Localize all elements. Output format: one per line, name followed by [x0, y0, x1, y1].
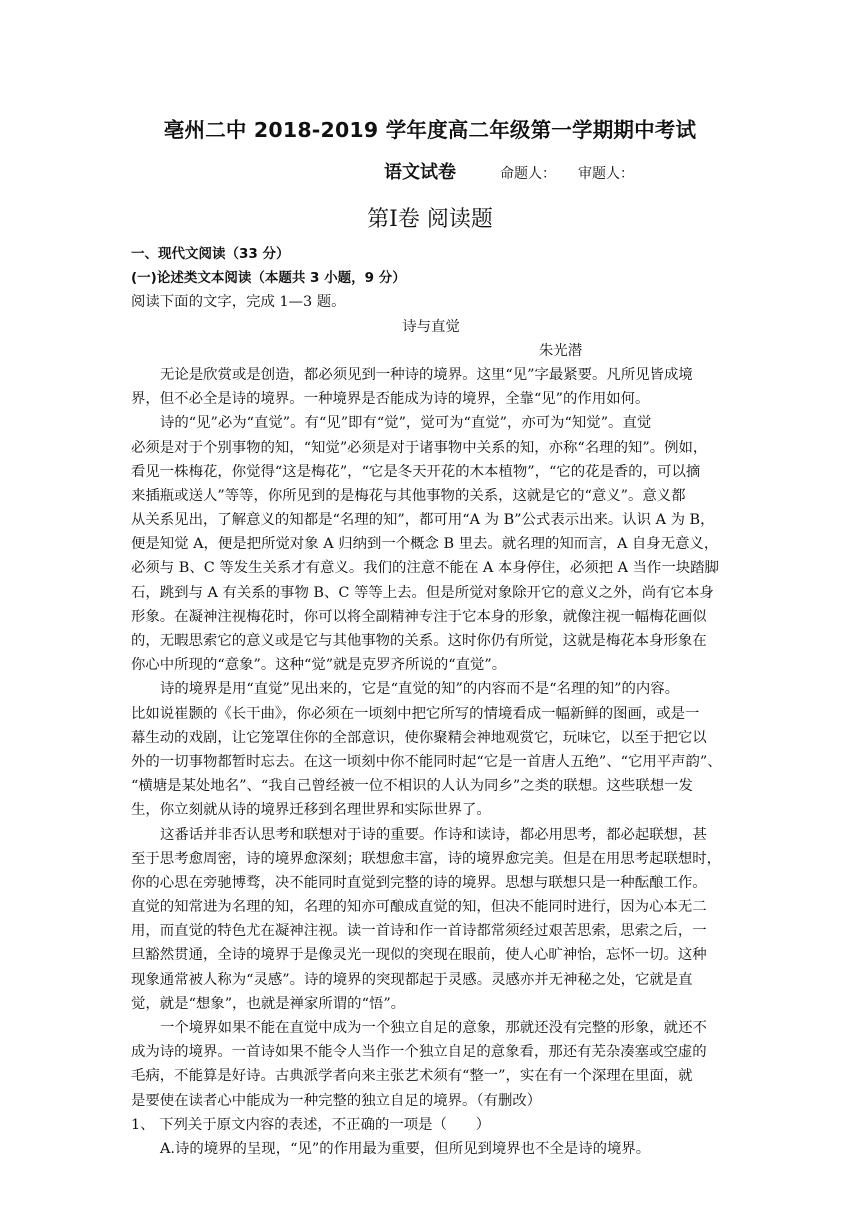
essay-line: 生，你立刻就从诗的境界迁移到名理世界和实际世界了。 — [131, 802, 491, 819]
setter-label: 命题人： — [500, 166, 556, 182]
essay-line: 诗的境界是用“直觉”见出来的，它是“直觉的知”的内容而不是“名理的知”的内容。 — [160, 681, 680, 698]
essay-line: 你的心思在旁驰博骛，决不能同时直觉到完整的诗的境界。思想与联想只是一种酝酿工作。 — [131, 874, 707, 891]
question-option-a: A.诗的境界的呈现，“见”的作用最为重要，但所见到境界也不全是诗的境界。 — [160, 1140, 651, 1157]
reviewer-label: 审题人： — [578, 166, 634, 182]
essay-line: 直觉的知常进为名理的知，名理的知亦可酿成直觉的知，但决不能同时进行，因为心本无二 — [131, 899, 707, 916]
essay-line: 无论是欣赏或是创造，都必须见到一种诗的境界。这里“见”字最紧要。凡所见皆成境 — [160, 366, 693, 383]
section-instruction: 阅读下面的文字，完成 1—3 题。 — [131, 294, 346, 311]
section-subheading: (一)论述类文本阅读（本题共 3 小题，9 分） — [131, 270, 406, 287]
essay-line: 觉，就是“想象”，也就是禅家所谓的“悟”。 — [131, 995, 406, 1012]
subtitle-row — [384, 158, 634, 184]
essay-line: 形象。在凝神注视梅花时，你可以将全副精神专注于它本身的形象，就像注视一幅梅花画似 — [131, 608, 707, 625]
essay-line: 用，而直觉的特色尤在凝神注视。读一首诗和作一首诗都常须经过艰苦思索，思索之后，一 — [131, 923, 707, 940]
essay-line: 比如说崔颢的《长干曲》，你必须在一顷刻中把它所写的情境看成一幅新鲜的图画，或是一 — [131, 705, 700, 722]
essay-line: 你心中所现的“意象”。这种“觉”就是克罗齐所说的“直觉”。 — [131, 657, 507, 674]
essay-line: 诗的“见”必为“直觉”。有“见”即有“觉”，觉可为“直觉”，亦可为“知觉”。直觉 — [160, 415, 652, 432]
essay-line: 界，但不必全是诗的境界。一种境界是否能成为诗的境界，全靠“见”的作用如何。 — [131, 391, 650, 408]
question-stem: 1、 下列关于原文内容的表述，不正确的一项是（ ） — [131, 1116, 491, 1133]
essay-line: 毛病，不能算是好诗。古典派学者向来主张艺术须有“整一”，实在有一个深理在里面，就 — [131, 1068, 693, 1085]
essay-line: 幕生动的戏剧，让它笼罩住你的全部意识，使你聚精会神地观赏它，玩味它，以至于把它以 — [131, 729, 707, 746]
essay-line: 必须与 B、C 等发生关系才有意义。我们的注意不能在 A 本身停住，必须把 A 当作一块踏脚 — [131, 560, 719, 577]
essay-line: 石，跳到与 A 有关系的事物 B、C 等等上去。但是所觉对象除开它的意义之外，尚有它本身 — [131, 584, 714, 601]
essay-line: 必须是对于个别事物的知，“知觉”必须是对于诸事物中关系的知，亦称“名理的知”。例如， — [131, 439, 708, 456]
essay-line: 便是知觉 A，便是把所觉对象 A 归纳到一个概念 B 里去。就名理的知而言，A 自身无意义， — [131, 536, 719, 553]
essay-line: 的，无暇思索它的意义或是它与其他事物的关系。这时你仍有所觉，这就是梅花本身形象在 — [131, 633, 707, 649]
essay-line: 外的一切事物都暂时忘去。在这一顷刻中你不能同时起“它是一首唐人五绝”、“它用平声韵”、 — [131, 753, 722, 770]
exam-title: 亳州二中 2018-2019 学年度高二年级第一学期期中考试 — [163, 118, 697, 142]
essay-line: 旦豁然贯通，全诗的境界于是像灵光一现似的突现在眼前，使人心旷神怡，忘怀一切。这种 — [131, 947, 707, 964]
essay-line: 是要使在读者心中能成为一种完整的独立自足的境界。（有删改） — [131, 1092, 542, 1109]
essay-line: 成为诗的境界。一首诗如果不能令人当作一个独立自足的意象看，那还有芜杂凑塞或空虚的 — [131, 1044, 707, 1061]
essay-line: 这番话并非否认思考和联想对于诗的重要。作诗和读诗，都必用思考，都必起联想，甚 — [160, 826, 707, 843]
part-title: 第Ⅰ卷 阅读题 — [367, 207, 493, 232]
essay-line: 至于思考愈周密，诗的境界愈深刻；联想愈丰富，诗的境界愈完美。但是在用思考起联想时， — [131, 850, 722, 867]
essay-line: 从关系见出，了解意义的知都是“名理的知”，都可用“A 为 B”公式表示出来。认识 A 为 B， — [131, 512, 715, 529]
section-heading: 一、现代文阅读（33 分） — [131, 246, 290, 262]
essay-line: 来插瓶或送人”等等，你所见到的是梅花与其他事物的关系，这就是它的“意义”。意义都 — [131, 487, 686, 504]
essay-author: 朱光潜 — [539, 342, 583, 359]
essay-line: 看见一株梅花，你觉得“这是梅花”，“它是冬天开花的木本植物”，“它的花是香的，可以摘 — [131, 463, 701, 480]
content-body — [131, 242, 731, 1161]
essay-title: 诗与直觉 — [402, 318, 460, 335]
exam-subtitle: 语文试卷 — [384, 162, 456, 183]
essay-line: 现象通常被人称为“灵感”。诗的境界的突现都起于灵感。灵感亦并无神秘之处，它就是直 — [131, 971, 693, 988]
essay-line: “横塘是某处地名”、“我自己曾经被一位不相识的人认为同乡”之类的联想。这些联想一发 — [131, 778, 693, 795]
essay-line: 一个境界如果不能在直觉中成为一个独立自足的意象，那就还没有完整的形象，就还不 — [160, 1020, 707, 1036]
